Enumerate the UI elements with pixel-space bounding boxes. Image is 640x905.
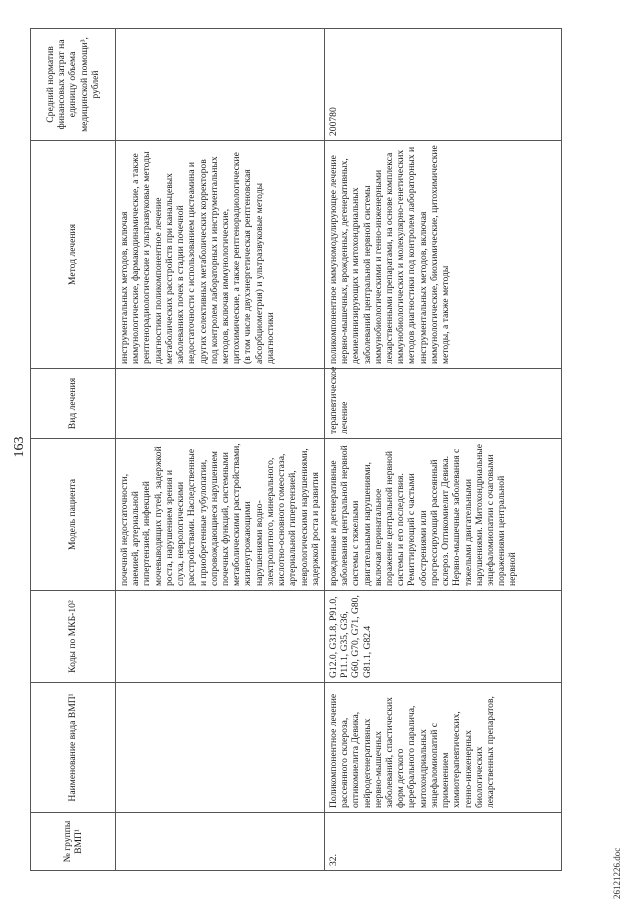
cell-cost <box>116 29 325 141</box>
document-filename: 26121226.doc <box>612 847 622 899</box>
cell-codes: G12.0, G31.8, P91.0, P11.1, G35, G36, G60, G70, G71, G80, G81.1, G82.4 <box>324 591 561 683</box>
header-model: Модель пациента <box>31 439 116 591</box>
cell-group <box>116 813 325 871</box>
cell-name <box>116 683 325 813</box>
cell-model: почечной недостаточности, анемией, артериальной гипертензией, инфекцией мочевыводящих путей, задержкой роста, нарушением зрения и слуха, неврологическими расстройствами. Наследственные и приобретенные тубулопатии, сопровождающиеся нарушением почечных функций, системными метаболическими расстройствами, жизнеугрожающими нарушениями водно-электролитного, минерального, кислотно-основного гомеостаза, артериальной гипертензией, неврологическими нарушениями, задержкой роста и развития <box>116 439 325 591</box>
header-name: Наименование вида ВМП¹ <box>31 683 116 813</box>
cell-group: 32. <box>324 813 561 871</box>
cell-codes <box>116 591 325 683</box>
cell-cost: 200780 <box>324 29 561 141</box>
cell-model: врожденные и дегенеративные заболевания центральной нервной системы с тяжелыми двигательными нарушениями, включая перинатальное поражение центральной нервной системы и его последствия. Ремиттирующий с частыми обострениями или прогрессирующий рассеянный склероз. Оптикомиелит Девика. Нервно-мышечные заболевания с тяжелыми двигательными нарушениями. Митохондриальные энцефаломиопатии с очаговыми поражениями центральной нервной <box>324 439 561 591</box>
table-row <box>116 29 325 871</box>
cell-name: Поликомпонентное лечение рассеянного склероза, оптикомиелита Девика, нейродегенеративных нервно-мышечных заболеваний, спастических форм детского церебрального паралича, митохондриальных энцефаломиопатий с применением химиотерапевтических, генно-инженерных биологических лекарственных препаратов, <box>324 683 561 813</box>
header-method: Метод лечения <box>31 141 116 369</box>
cell-type <box>116 369 325 439</box>
table-header-row <box>31 29 116 871</box>
cell-method: инструментальных методов, включая иммунологические, фармакодинамические, а также рентгенорадиологические и ультразвуковые методы диагностики поликомпонентное лечение метаболических расстройств при канальцевых заболеваниях почек в стадии почечной недостаточности с использованием цистеамина и других селективных метаболических корректоров под контролем лабораторных и инструментальных методов, включая иммунологические, цитохимические, а также рентгенорадиологические (в том числе двухэнергетическая рентгеновская абсорбциометрия) и ультразвуковые методы диагностики <box>116 141 325 369</box>
table-row <box>324 29 561 871</box>
header-cost: Средний норматив финансовых затрат на единицу объема медицинской помощи³, рублей <box>31 29 116 141</box>
cell-type: терапевтическое лечение <box>324 369 561 439</box>
cell-method: поликомпонентное иммуномодулирующее лечение нервно-мышечных, врожденных, дегенеративных, демиелинизирующих и митохондриальных заболеваний центральной нервной системы иммунобиологическими и генно-инженерными лекарственными препаратами, на основе комплекса иммунобиологических и молекулярно-генетических методов диагностики под контролем лабораторных и инструментальных методов, включая иммунологические, биохимические, цитохимические методы, а также методы <box>324 141 561 369</box>
header-type: Вид лечения <box>31 369 116 439</box>
vmp-table <box>30 28 562 871</box>
header-group: № группы ВМП¹ <box>31 813 116 871</box>
page-number: 163 <box>12 436 27 458</box>
header-codes: Коды по МКБ-10² <box>31 591 116 683</box>
